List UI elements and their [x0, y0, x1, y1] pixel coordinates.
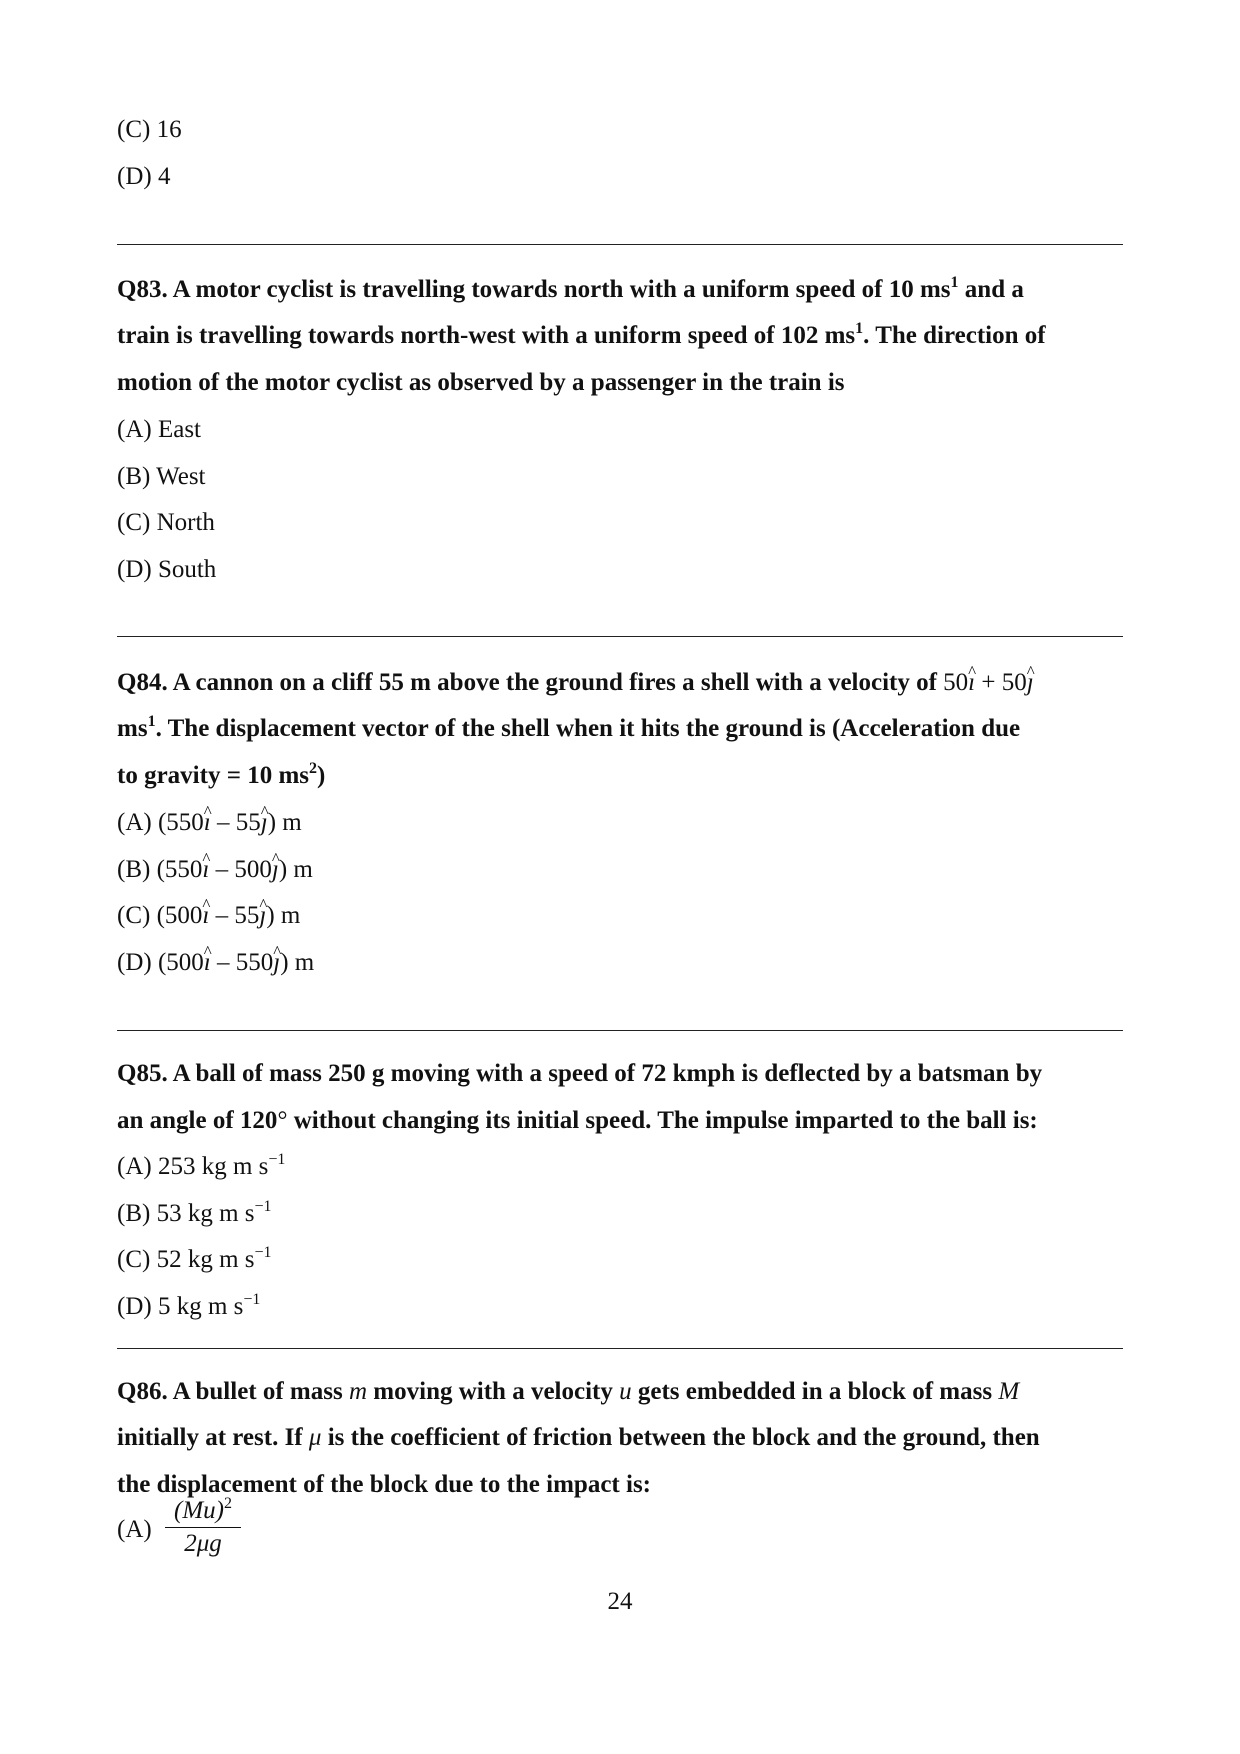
prev-option-c: (C) 16: [117, 116, 182, 143]
q85-option-b: (B) 53 kg m $s^{-1}$: [117, 1198, 272, 1227]
q86-option-a-label: (A): [117, 1516, 152, 1543]
q86-stem-line-1: Q86. A bullet of mass m moving with a velocity u gets embedded in a block of mass M: [117, 1378, 1020, 1405]
q85-option-c: (C) 52 kg m $s^{-1}$: [117, 1244, 272, 1273]
q86-stem-line-2: initially at rest. If μ is the coefficient of friction between the block and the ground, then: [117, 1424, 1040, 1451]
q83-stem-line-1: Q83. A motor cyclist is travelling towards north with a uniform speed of 10 $ms^1$ and a: [117, 274, 1024, 303]
fraction-numerator: $(Mu)^2$: [174, 1495, 232, 1524]
q86-option-a-fraction: [163, 1496, 243, 1559]
q83-stem-line-3: motion of the motor cyclist as observed by a passenger in the train is: [117, 369, 845, 396]
q85-stem-line-1: Q85. A ball of mass 250 g moving with a speed of 72 kmph is deflected by a batsman by: [117, 1060, 1043, 1087]
q83-option-a: (A) East: [117, 416, 201, 443]
q84-stem-line-2: $ms^1$. The displacement vector of the shell when it hits the ground is (Acceleration due: [117, 713, 1021, 742]
q86-stem-line-3: the displacement of the block due to the impact is:: [117, 1471, 651, 1498]
q85-stem-line-2: an angle of 120° without changing its initial speed. The impulse imparted to the ball is:: [117, 1107, 1038, 1134]
page-number: 24: [607, 1588, 633, 1615]
divider: [117, 1348, 1123, 1349]
divider: [117, 1030, 1123, 1031]
q85-option-d: (D) 5 kg m $s^{-1}$: [117, 1291, 261, 1320]
q84-stem-line-1: Q84. A cannon on a cliff 55 m above the ground fires a shell with a velocity of 50^ ı + 50^ ȷ: [117, 668, 1034, 698]
q84-option-b: (B) (550^ ı – 500^ ȷ) m: [117, 855, 313, 885]
q84-option-c: (C) (500^ ı – 55^ ȷ) m: [117, 901, 300, 931]
divider: [117, 636, 1123, 637]
q83-option-b: (B) West: [117, 463, 206, 490]
divider: [117, 244, 1123, 245]
q85-option-a: (A) 253 kg m $s^{-1}$: [117, 1151, 286, 1180]
q84-option-d: (D) (500^ ı – 550^ ȷ) m: [117, 948, 314, 978]
q84-option-a: (A) (550^ ı – 55^ ȷ) m: [117, 808, 302, 838]
q83-option-d: (D) South: [117, 556, 217, 583]
fraction-denominator: 2μg: [184, 1530, 222, 1557]
q83-stem-line-2: train is travelling towards north-west with a uniform speed of 102 $ms^1$. The direction of: [117, 320, 1046, 349]
prev-option-d: (D) 4: [117, 163, 171, 190]
fraction-bar: [165, 1527, 241, 1528]
q83-option-c: (C) North: [117, 509, 215, 536]
q84-stem-line-3: to gravity = 10 $ms^2$): [117, 760, 326, 789]
